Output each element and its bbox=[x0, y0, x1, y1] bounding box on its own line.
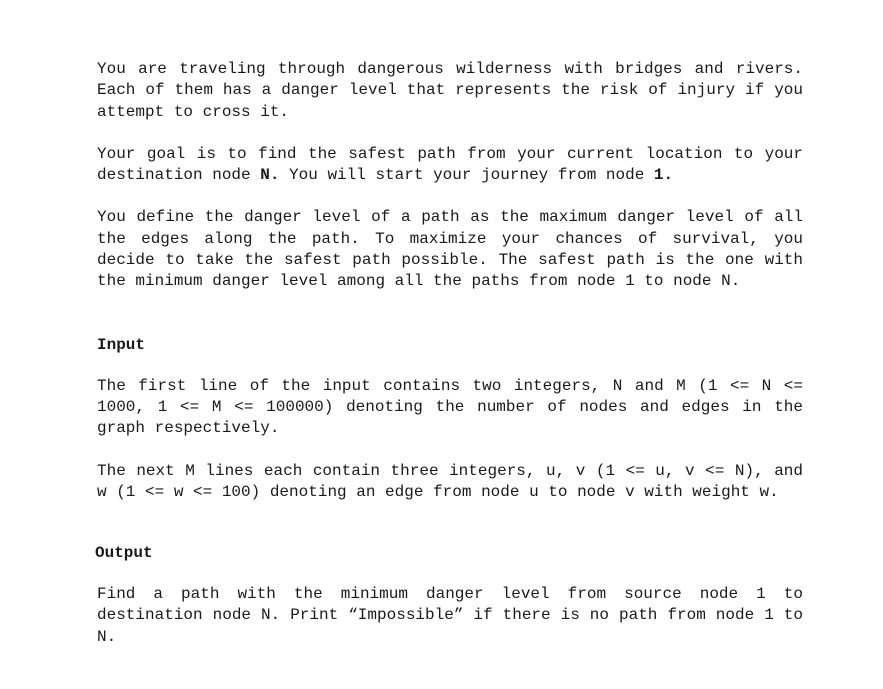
problem-statement bbox=[97, 59, 803, 648]
output-heading: Output bbox=[95, 544, 153, 563]
goal-text-middle: You will start your journey from node bbox=[279, 166, 654, 185]
input-first-line-paragraph: The first line of the input contains two integers, N and M (1 <= N <= 1000, 1 <= M <= 100000) denoting the number of nodes and edges in the graph respectively. bbox=[97, 376, 803, 438]
goal-text-prefix: Your goal is to find the safest path from your current location to your destination node bbox=[97, 144, 803, 185]
definition-paragraph: You define the danger level of a path as the maximum danger level of all the edges along the path. To maximize your chances of survival, you decide to take the safest path possible. The safest path is the one with the minimum danger level among all the paths from node 1 to node N. bbox=[97, 208, 803, 291]
goal-start-node: 1. bbox=[653, 166, 674, 185]
output-description-paragraph: Find a path with the minimum danger level from source node 1 to destination node N. Print “Impossible” if there is no path from node 1 to N. bbox=[97, 585, 803, 646]
input-next-lines-paragraph: The next M lines each contain three integers, u, v (1 <= u, v <= N), and w (1 <= w <= 100) denoting an edge from node u to node v with weight w. bbox=[97, 461, 803, 501]
goal-paragraph bbox=[97, 144, 803, 187]
input-heading: Input bbox=[97, 335, 146, 354]
intro-paragraph: You are traveling through dangerous wilderness with bridges and rivers. Each of them has a danger level that represents the risk of injury if you attempt to cross it. bbox=[97, 60, 803, 121]
goal-destination-node: N. bbox=[260, 166, 280, 185]
